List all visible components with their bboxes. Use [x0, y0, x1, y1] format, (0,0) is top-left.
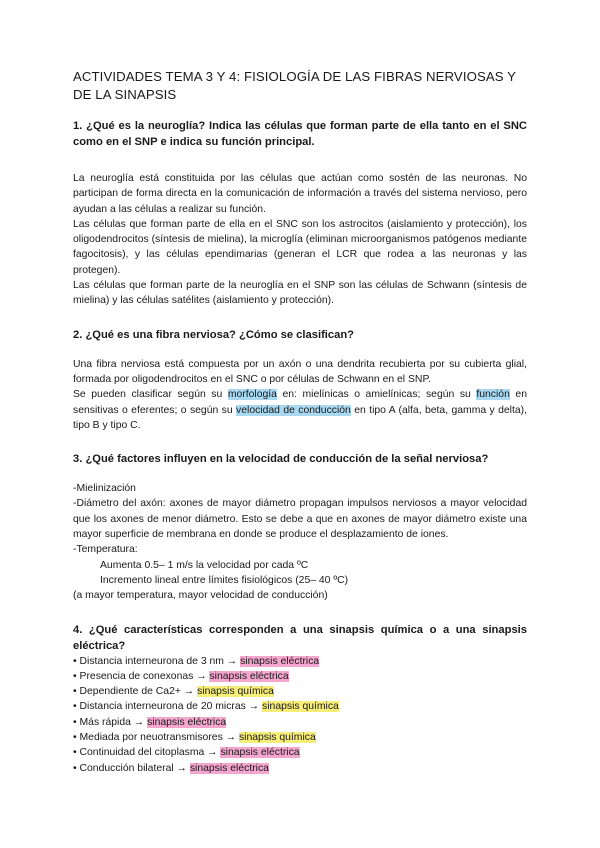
text-fragment: Se pueden clasificar según su: [73, 389, 228, 401]
document-title: ACTIVIDADES TEMA 3 Y 4: FISIOLOGÍA DE LAS FIBRAS NERVIOSAS Y DE LA SINAPSIS: [73, 69, 516, 102]
highlight-funcion: función: [476, 389, 510, 401]
answer-3-line-5: Incremento lineal entre límites fisiológicos (25– 40 ºC): [100, 574, 349, 586]
answer-1-paragraph-3: Las células que forman parte de la neuroglía en el SNP son las células de Schwann (síntesis de mielina) y las células satélites (aislamiento y protección).: [73, 280, 527, 307]
item-text: • Mediada por neuotransmisores →: [73, 732, 239, 744]
document-page: [73, 68, 527, 776]
answer-3-line-3: -Temperatura:: [73, 544, 138, 556]
synapse-list: [73, 654, 527, 776]
item-text: • Más rápida →: [73, 716, 148, 728]
question-1: 1. ¿Qué es la neuroglía? Indica las células que forman parte de ella tanto en el SNC como en el SNP e indica su función principal.: [73, 120, 527, 148]
list-item: [73, 761, 527, 776]
list-item: [73, 669, 527, 684]
answer-highlight: sinapsis química: [197, 686, 274, 698]
list-item: [73, 745, 527, 760]
highlight-morfologia: morfología: [227, 389, 277, 401]
item-text: • Presencia de conexonas →: [73, 670, 210, 682]
answer-highlight: sinapsis eléctrica: [189, 762, 269, 774]
answer-3-line-6: (a mayor temperatura, mayor velocidad de conducción): [73, 590, 328, 602]
list-item: [73, 699, 527, 714]
answer-3-line-1: -Mielinización: [73, 483, 136, 495]
list-item: [73, 654, 527, 669]
list-item: [73, 715, 527, 730]
answer-3-line-2: -Diámetro del axón: axones de mayor diámetro propagan impulsos nerviosos a mayor velocidad que los axones de menor diámetro. Esto se debe a que en axones de mayor diámetro existe una mayor superficie de membrana en donde se produce el desplazamiento de iones.: [73, 498, 527, 541]
answer-highlight: sinapsis eléctrica: [209, 670, 289, 682]
answer-2-paragraph-1: Una fibra nerviosa está compuesta por un axón o una dendrita recubierta por su cubierta glial, formada por oligodendrocitos en el SNC o por células de Schwann en el SNP.: [73, 358, 527, 385]
answer-1-paragraph-2: Las células que forman parte de ella en el SNC son los astrocitos (aislamiento y protección), los oligodendrocitos (síntesis de mielina), la microglía (eliminan microorganismos patógenos mediante fagocitosis), y las células ependimarias (generan el LCR que rodea a las neuronas y las protegen).: [73, 218, 527, 276]
text-fragment: en sensitivas o eferentes; o según su: [73, 389, 527, 416]
list-item: [73, 730, 527, 745]
answer-3-line-4: Aumenta 0.5– 1 m/s la velocidad por cada ºC: [100, 559, 309, 571]
answer-highlight: sinapsis eléctrica: [147, 716, 227, 728]
answer-highlight: sinapsis eléctrica: [240, 655, 320, 667]
answer-highlight: sinapsis eléctrica: [220, 747, 300, 759]
item-text: • Distancia interneurona de 20 micras →: [73, 701, 263, 713]
question-3: 3. ¿Qué factores influyen en la velocidad de conducción de la señal nerviosa?: [73, 453, 489, 466]
question-4: 4. ¿Qué características corresponden a una sinapsis química o a una sinapsis eléctrica?: [73, 623, 527, 652]
item-text: • Distancia interneurona de 3 nm →: [73, 655, 241, 667]
item-text: • Dependiente de Ca2+ →: [73, 686, 198, 698]
item-text: • Continuidad del citoplasma →: [73, 747, 221, 759]
item-text: • Conducción bilateral →: [73, 762, 190, 774]
answer-2-paragraph-2: [73, 387, 527, 433]
text-fragment: en: mielínicas o amielínicas; según su: [276, 389, 477, 401]
list-item: [73, 684, 527, 699]
answer-highlight: sinapsis química: [262, 701, 339, 713]
answer-highlight: sinapsis química: [238, 732, 316, 744]
text-fragment: en tipo A (alfa, beta, gamma y delta), tipo B y tipo C.: [73, 404, 527, 431]
question-2: 2. ¿Qué es una fibra nerviosa? ¿Cómo se clasifican?: [73, 328, 355, 341]
answer-1-paragraph-1: La neuroglía está constituida por las células que actúan como sostén de las neuronas. No participan de forma directa en la comunicación de información a través del sistema nervioso, pero ayudan a las células a realizar su función.: [73, 173, 527, 215]
highlight-velocidad: velocidad de conducción: [236, 404, 351, 416]
